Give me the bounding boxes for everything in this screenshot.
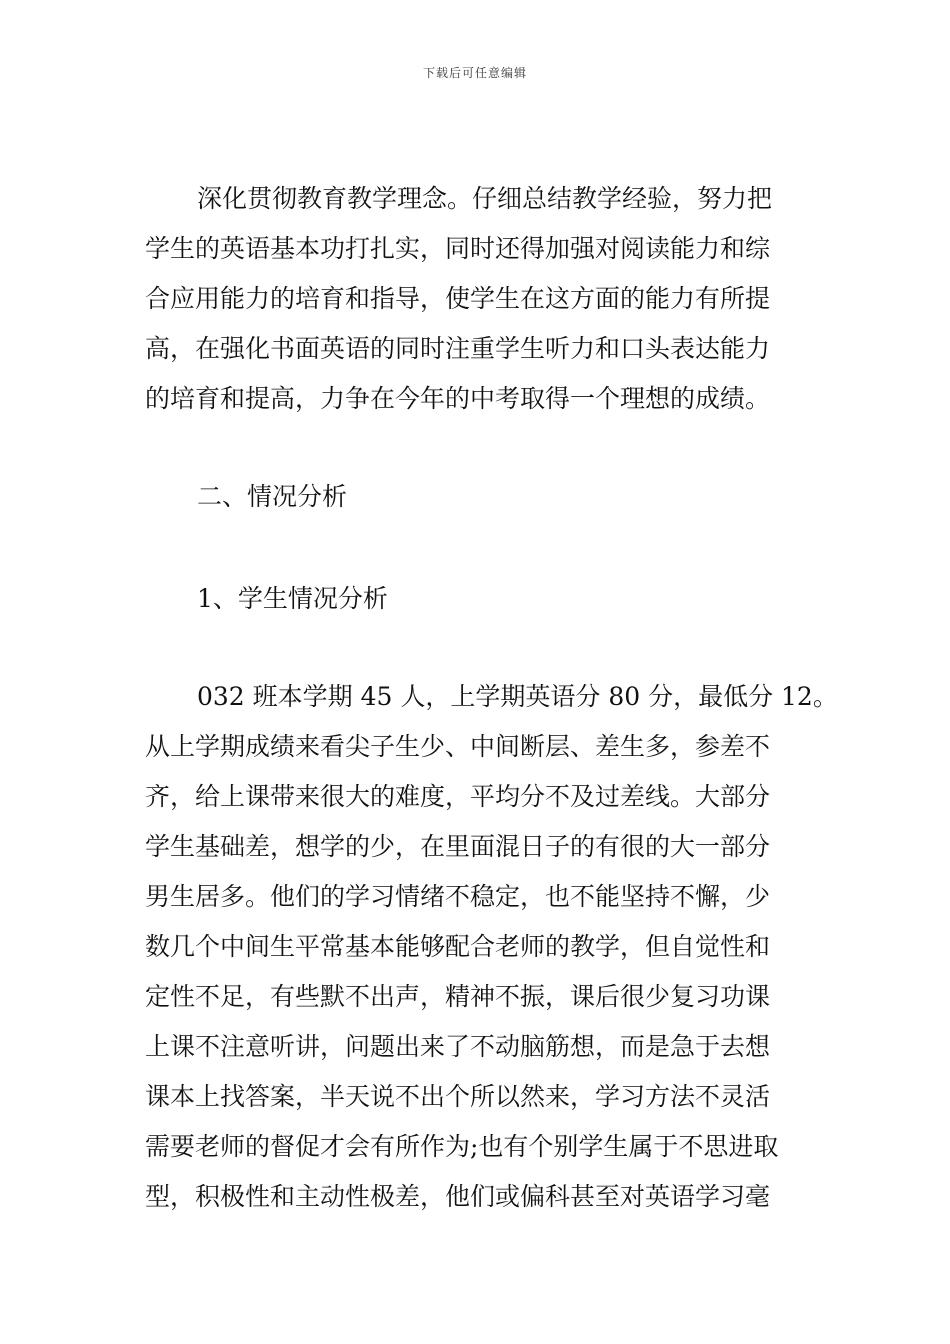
paragraph-2-line-5: 男生居多。他们的学习情绪不稳定，也不能坚持不懈，少 <box>145 882 771 911</box>
paragraph-2-line-8: 上课不注意听讲，问题出来了不动脑筋想，而是急于去想 <box>145 1032 771 1061</box>
paragraph-1-line-2: 学生的英语基本功打扎实，同时还得加强对阅读能力和综 <box>145 234 771 263</box>
paragraph-1-line-4: 高，在强化书面英语的同时注重学生听力和口头表达能力 <box>145 334 771 363</box>
paragraph-2-line-7: 定性不足，有些默不出声，精神不振，课后很少复习功课 <box>145 982 771 1011</box>
paragraph-2-line-3: 齐，给上课带来很大的难度，平均分不及过差线。大部分 <box>145 782 771 811</box>
section-heading: 二、情况分析 <box>197 482 348 511</box>
subsection-heading: 1、学生情况分析 <box>197 584 388 613</box>
paragraph-2-line-11: 型，积极性和主动性极差，他们或偏科甚至对英语学习毫 <box>145 1182 771 1211</box>
page-header-note: 下载后可任意编辑 <box>422 66 527 80</box>
paragraph-2-line-6: 数几个中间生平常基本能够配合老师的教学，但自觉性和 <box>145 932 771 961</box>
paragraph-2-line-1: 032 班本学期 45 人，上学期英语分 80 分，最低分 12。 <box>197 682 838 711</box>
paragraph-2-line-2: 从上学期成绩来看尖子生少、中间断层、差生多，参差不 <box>145 732 771 761</box>
paragraph-1-line-1: 深化贯彻教育教学理念。仔细总结教学经验，努力把 <box>197 184 773 213</box>
paragraph-2-line-4: 学生基础差，想学的少，在里面混日子的有很的大一部分 <box>145 832 771 861</box>
paragraph-1-line-3: 合应用能力的培育和指导，使学生在这方面的能力有所提 <box>145 284 771 313</box>
paragraph-2-line-9: 课本上找答案，半天说不出个所以然来，学习方法不灵活 <box>145 1082 771 1111</box>
paragraph-1-line-5: 的培育和提高，力争在今年的中考取得一个理想的成绩。 <box>145 384 771 413</box>
paragraph-2-line-10: 需要老师的督促才会有所作为;也有个别学生属于不思进取 <box>145 1132 779 1161</box>
